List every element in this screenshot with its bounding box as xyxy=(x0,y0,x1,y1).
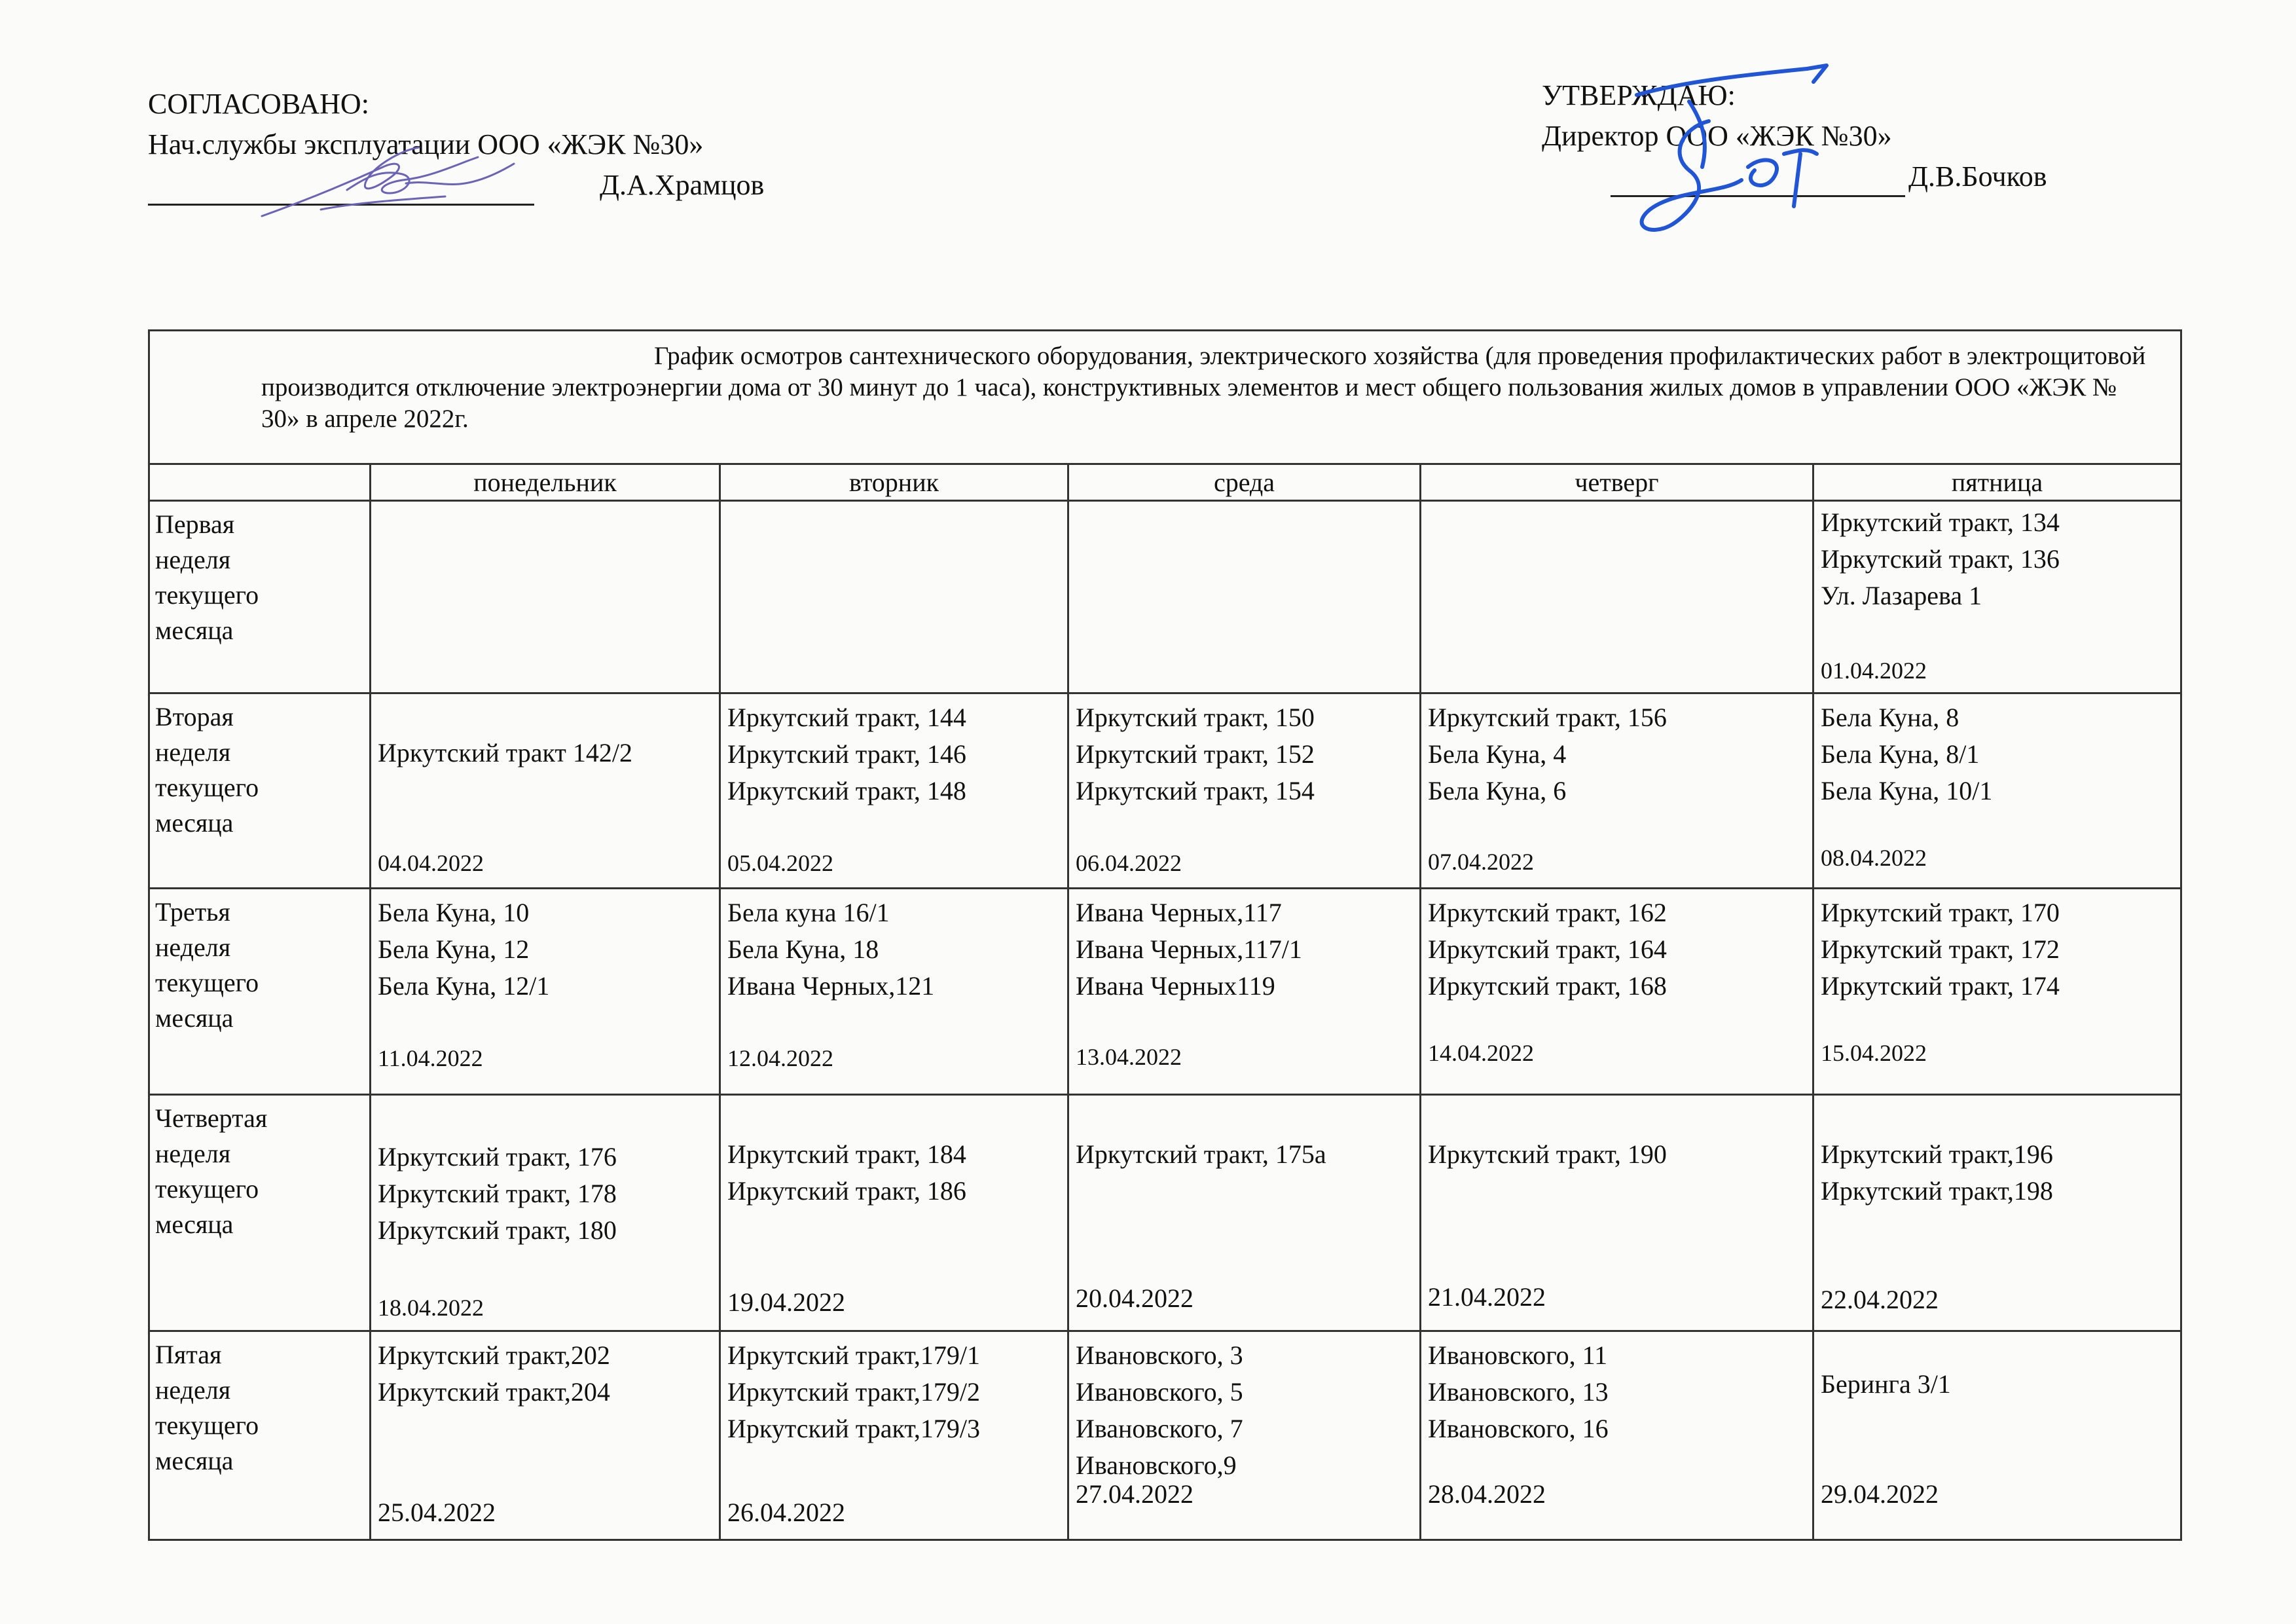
signature-line-right xyxy=(1611,164,1905,197)
address-item: Бела Куна, 12/1 xyxy=(378,971,550,1001)
inspection-date: 05.04.2022 xyxy=(727,850,833,877)
approval-left-position: Нач.службы эксплуатации ООО «ЖЭК №30» xyxy=(148,128,704,160)
inspection-date: 08.04.2022 xyxy=(1821,845,1927,872)
address-item: Бела Куна, 8 xyxy=(1821,703,1959,733)
address-item: Иркутский тракт, 190 xyxy=(1428,1139,1667,1169)
address-item: Ивановского, 13 xyxy=(1428,1377,1609,1407)
address-item: Ивановского, 5 xyxy=(1076,1377,1243,1407)
schedule-cell-friday xyxy=(1813,889,2181,1095)
schedule-cell-tuesday xyxy=(720,500,1068,693)
week-label-line: Вторая xyxy=(155,702,234,732)
address-list xyxy=(1821,1366,2176,1403)
inspection-date: 26.04.2022 xyxy=(727,1498,845,1528)
week-label-line: Пятая xyxy=(155,1340,222,1370)
week-row xyxy=(149,500,2181,693)
day-header-row xyxy=(149,464,2181,500)
address-item: Ивана Черных,121 xyxy=(727,971,935,1001)
address-list xyxy=(1076,1136,1415,1173)
inspection-date: 28.04.2022 xyxy=(1428,1479,1546,1509)
day-header-thursday: четверг xyxy=(1421,464,1813,500)
week-label-cell xyxy=(149,500,371,693)
address-item: Бела Куна, 8/1 xyxy=(1821,739,1980,769)
address-item: Иркутский тракт,198 xyxy=(1821,1175,2053,1206)
inspection-date: 19.04.2022 xyxy=(727,1287,845,1317)
schedule-cell-thursday xyxy=(1421,500,1813,693)
day-header-friday: пятница xyxy=(1813,464,2181,500)
address-list xyxy=(378,1139,715,1249)
week-label-line: неделя xyxy=(155,1138,231,1168)
schedule-cell-thursday xyxy=(1421,1094,1813,1331)
inspection-date: 01.04.2022 xyxy=(1821,657,1927,684)
schedule-table xyxy=(148,329,2182,1541)
week-label-line: неделя xyxy=(155,544,231,574)
week-label-cell xyxy=(149,1331,371,1540)
address-list xyxy=(378,895,715,1005)
approval-right-heading: УТВЕРЖДАЮ: xyxy=(1542,79,1736,111)
address-item: Бела Куна, 10/1 xyxy=(1821,776,1993,806)
address-item: Ивановского, 3 xyxy=(1076,1340,1243,1371)
address-item: Бела Куна, 18 xyxy=(727,934,879,965)
schedule-cell-wednesday xyxy=(1068,500,1421,693)
schedule-title-cell xyxy=(149,331,2181,464)
address-item: Ивановского, 7 xyxy=(1076,1414,1243,1444)
address-list xyxy=(378,1337,715,1411)
week-row xyxy=(149,693,2181,889)
schedule-cell-friday xyxy=(1813,693,2181,889)
day-header-tuesday: вторник xyxy=(720,464,1068,500)
inspection-date: 22.04.2022 xyxy=(1821,1284,1939,1314)
week-row xyxy=(149,889,2181,1095)
address-list xyxy=(1428,1337,1808,1447)
week-label-line: Третья xyxy=(155,897,230,927)
address-item: Иркутский тракт, 162 xyxy=(1428,898,1667,928)
approval-right-name: Д.В.Бочков xyxy=(1908,160,2047,193)
address-list xyxy=(1428,895,1808,1005)
inspection-date: 15.04.2022 xyxy=(1821,1040,1927,1067)
address-item: Бела Куна, 10 xyxy=(378,898,530,928)
schedule-cell-wednesday xyxy=(1068,1094,1421,1331)
address-item: Иркутский тракт, 150 xyxy=(1076,703,1315,733)
schedule-cell-friday xyxy=(1813,500,2181,693)
address-list xyxy=(727,699,1063,809)
schedule-cell-tuesday xyxy=(720,1331,1068,1540)
address-item: Иркутский тракт, 184 xyxy=(727,1139,966,1169)
week-label-line: месяца xyxy=(155,1446,234,1476)
address-item: Иркутский тракт,204 xyxy=(378,1377,610,1407)
approval-left xyxy=(148,84,765,206)
week-label-line: месяца xyxy=(155,1003,234,1033)
schedule-cell-tuesday xyxy=(720,693,1068,889)
approval-right-position: Директор ООО «ЖЭК №30» xyxy=(1542,120,1892,152)
address-item: Иркутский тракт 142/2 xyxy=(378,738,632,768)
inspection-date: 13.04.2022 xyxy=(1076,1044,1182,1071)
week-label-line: неделя xyxy=(155,1375,231,1405)
address-list xyxy=(1076,699,1415,809)
address-list xyxy=(727,1136,1063,1209)
address-list xyxy=(1821,895,2176,1005)
week-row xyxy=(149,1331,2181,1540)
approval-left-name: Д.А.Храмцов xyxy=(600,169,765,201)
day-header-monday: понедельник xyxy=(371,464,720,500)
week-row xyxy=(149,1094,2181,1331)
address-list xyxy=(1428,699,1808,809)
week-label-line: месяца xyxy=(155,1209,234,1239)
address-item: Ивана Черных119 xyxy=(1076,971,1275,1001)
address-list xyxy=(727,1337,1063,1447)
week-label-line: текущего xyxy=(155,1411,259,1441)
week-label-line: текущего xyxy=(155,968,259,998)
address-item: Иркутский тракт,196 xyxy=(1821,1139,2053,1169)
address-item: Ивановского,9 xyxy=(1076,1450,1237,1481)
address-item: Иркутский тракт, 176 xyxy=(378,1141,617,1172)
inspection-date: 29.04.2022 xyxy=(1821,1479,1939,1509)
address-item: Иркутский тракт, 146 xyxy=(727,739,966,769)
schedule-cell-wednesday xyxy=(1068,693,1421,889)
address-item: Иркутский тракт,179/2 xyxy=(727,1377,980,1407)
address-list xyxy=(1821,504,2176,614)
address-item: Иркутский тракт, 134 xyxy=(1821,507,2060,537)
week-label-cell xyxy=(149,693,371,889)
inspection-date: 25.04.2022 xyxy=(378,1498,496,1528)
schedule-cell-monday xyxy=(371,1331,720,1540)
address-item: Иркутский тракт, 144 xyxy=(727,703,966,733)
address-item: Иркутский тракт,202 xyxy=(378,1340,610,1371)
week-label-line: Первая xyxy=(155,509,235,539)
week-label-line: неделя xyxy=(155,737,231,767)
approval-right xyxy=(1542,75,2047,197)
schedule-cell-wednesday xyxy=(1068,1331,1421,1540)
inspection-date: 14.04.2022 xyxy=(1428,1040,1534,1067)
week-label-line: текущего xyxy=(155,580,259,610)
inspection-date: 20.04.2022 xyxy=(1076,1283,1194,1313)
address-item: Иркутский тракт, 172 xyxy=(1821,934,2060,965)
address-item: Бела Куна, 4 xyxy=(1428,739,1567,769)
schedule-cell-thursday xyxy=(1421,889,1813,1095)
week-label-cell xyxy=(149,889,371,1095)
week-label-line: текущего xyxy=(155,1173,259,1204)
inspection-date: 27.04.2022 xyxy=(1076,1479,1194,1509)
address-item: Иркутский тракт, 152 xyxy=(1076,739,1315,769)
address-item: Ивана Черных,117/1 xyxy=(1076,934,1302,965)
approval-left-heading: СОГЛАСОВАНО: xyxy=(148,88,369,120)
schedule-title: График осмотров сантехнического оборудования, электрического хозяйства (для проведения профилактических работ в электрощитовой производится отключение электроэнергии дома от 30 минут до 1 часа), конструктивных элементов и мест общего пользования жилых домов в управлении ООО «ЖЭК № 30» в апреле 2022г. xyxy=(261,342,2146,433)
address-item: Иркутский тракт, 154 xyxy=(1076,776,1315,806)
address-list xyxy=(1076,1337,1415,1484)
schedule-cell-friday xyxy=(1813,1331,2181,1540)
address-item: Иркутский тракт, 180 xyxy=(378,1215,617,1245)
address-item: Бела куна 16/1 xyxy=(727,898,890,928)
address-item: Ивановского, 11 xyxy=(1428,1340,1608,1371)
week-label-line: месяца xyxy=(155,615,234,645)
day-header-wednesday: среда xyxy=(1068,464,1421,500)
week-label-line: месяца xyxy=(155,808,234,838)
address-item: Ивановского, 16 xyxy=(1428,1414,1609,1444)
address-item: Бела Куна, 12 xyxy=(378,934,530,965)
address-item: Ивана Черных,117 xyxy=(1076,898,1282,928)
schedule-cell-monday xyxy=(371,889,720,1095)
address-item: Иркутский тракт, 164 xyxy=(1428,934,1667,965)
address-item: Иркутский тракт, 186 xyxy=(727,1175,966,1206)
schedule-cell-monday xyxy=(371,693,720,889)
inspection-date: 04.04.2022 xyxy=(378,850,484,877)
address-item: Иркутский тракт, 148 xyxy=(727,776,966,806)
address-list xyxy=(1821,1136,2176,1209)
address-item: Иркутский тракт, 175а xyxy=(1076,1139,1326,1169)
address-item: Иркутский тракт, 174 xyxy=(1821,971,2060,1001)
address-list xyxy=(727,895,1063,1005)
inspection-date: 11.04.2022 xyxy=(378,1045,483,1072)
schedule-cell-tuesday xyxy=(720,1094,1068,1331)
address-item: Иркутский тракт,179/3 xyxy=(727,1414,980,1444)
inspection-date: 06.04.2022 xyxy=(1076,850,1182,877)
address-item: Иркутский тракт, 156 xyxy=(1428,703,1667,733)
address-item: Бела Куна, 6 xyxy=(1428,776,1567,806)
inspection-date: 21.04.2022 xyxy=(1428,1282,1546,1312)
schedule-cell-monday xyxy=(371,500,720,693)
address-item: Иркутский тракт, 170 xyxy=(1821,898,2060,928)
week-label-line: неделя xyxy=(155,932,231,963)
address-list xyxy=(1821,699,2176,809)
address-list xyxy=(378,735,715,771)
schedule-cell-thursday xyxy=(1421,693,1813,889)
week-label-line: Четвертая xyxy=(155,1103,268,1133)
address-item: Иркутский тракт,179/1 xyxy=(727,1340,980,1371)
schedule-cell-thursday xyxy=(1421,1331,1813,1540)
address-item: Ул. Лазарева 1 xyxy=(1821,580,1982,610)
inspection-date: 12.04.2022 xyxy=(727,1045,833,1072)
address-list xyxy=(1428,1136,1808,1173)
week-label-line: текущего xyxy=(155,773,259,803)
address-item: Иркутский тракт, 178 xyxy=(378,1178,617,1208)
inspection-date: 07.04.2022 xyxy=(1428,849,1534,876)
schedule-cell-wednesday xyxy=(1068,889,1421,1095)
inspection-date: 18.04.2022 xyxy=(378,1294,484,1321)
address-item: Иркутский тракт, 168 xyxy=(1428,971,1667,1001)
schedule-cell-monday xyxy=(371,1094,720,1331)
address-list xyxy=(1076,895,1415,1005)
schedule-cell-tuesday xyxy=(720,889,1068,1095)
signature-line-left xyxy=(148,172,534,206)
corner-cell xyxy=(149,464,371,500)
address-item: Иркутский тракт, 136 xyxy=(1821,544,2060,574)
schedule-cell-friday xyxy=(1813,1094,2181,1331)
week-label-cell xyxy=(149,1094,371,1331)
address-item: Беринга 3/1 xyxy=(1821,1369,1951,1399)
